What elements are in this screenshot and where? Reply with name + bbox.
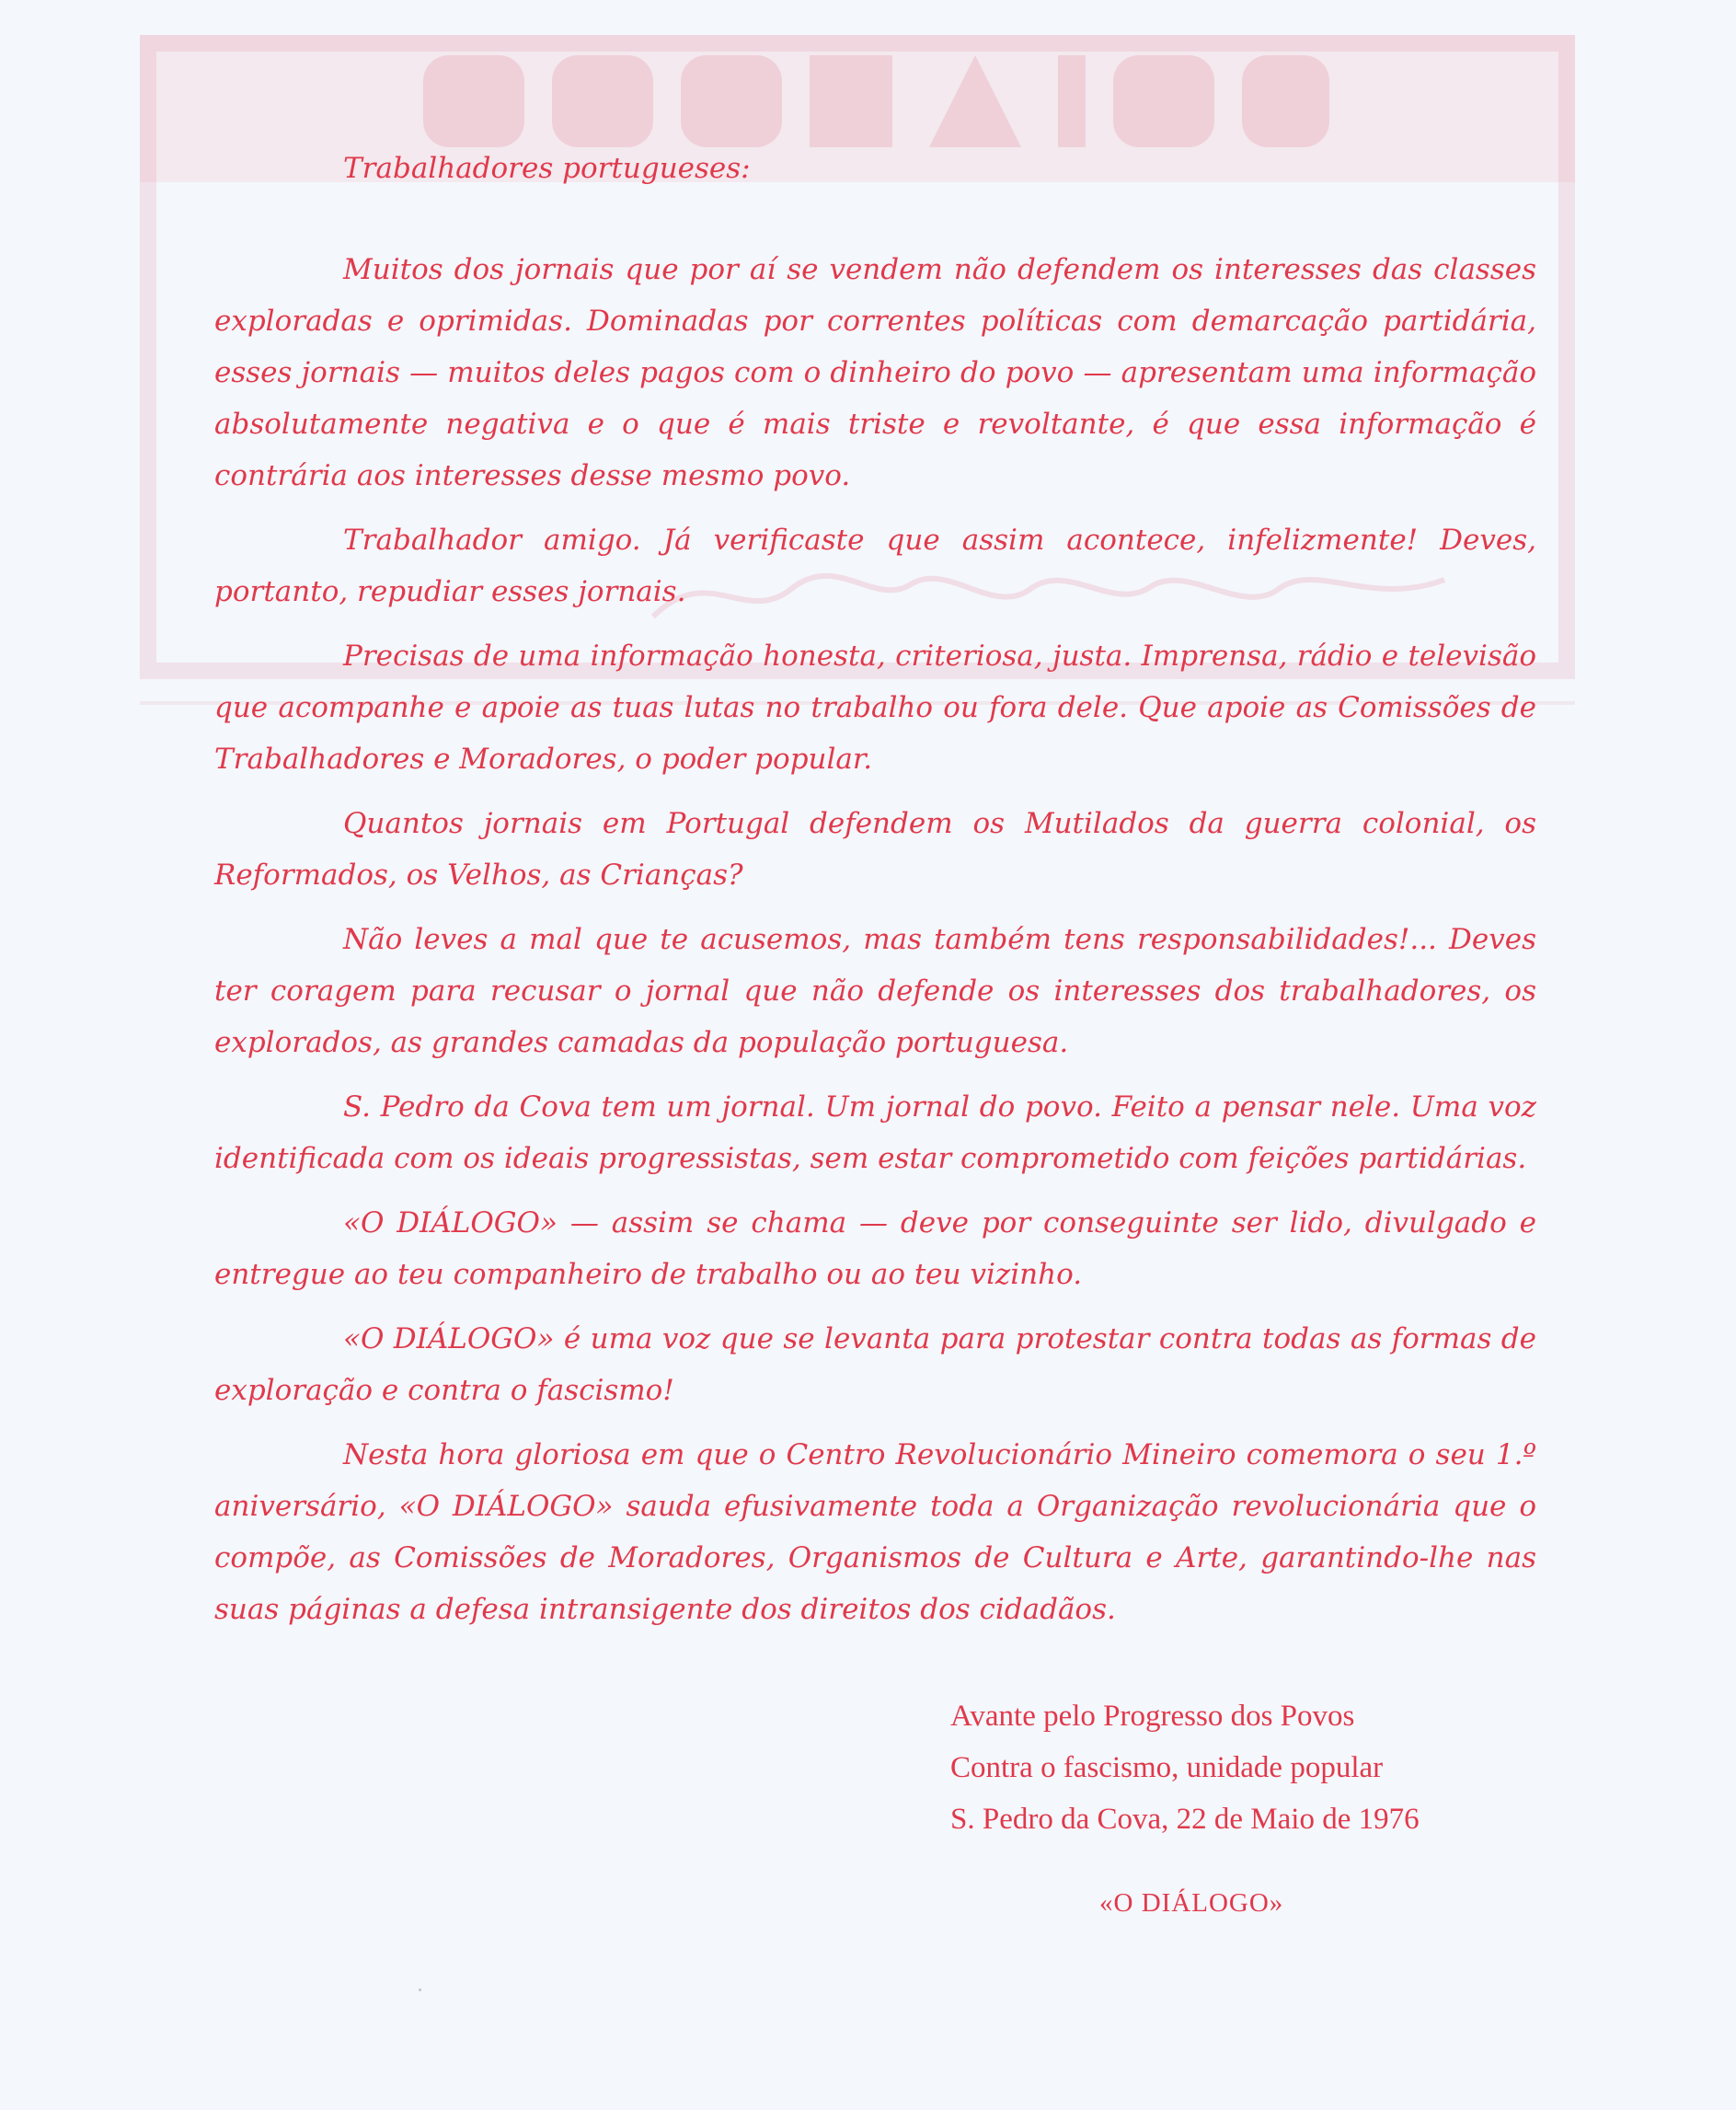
letter-greeting: Trabalhadores portugueses: (343, 152, 751, 185)
paper-speck (419, 1989, 421, 1991)
closing-line-2: Contra o fascismo, unidade popular (950, 1751, 1384, 1784)
letter-signature: «O DIÁLOGO» (1099, 1888, 1284, 1918)
closing-line-1: Avante pelo Progresso dos Povos (950, 1700, 1355, 1733)
paragraph-8: «O DIÁLOGO» é uma voz que se levanta para protestar contra todas as formas de exploração e contra o fascismo! (214, 1322, 1536, 1407)
paragraph-1: Muitos dos jornais que por aí se vendem não defendem os interesses das classes exploradas e oprimidas. Dominadas por correntes políticas com demarcação partidária, esses jornais — muitos deles pagos com o dinheiro do povo — apresentam uma informação absolutamente negativa e o que é mais triste e revoltante, é que essa informação é contrária aos interesses desse mesmo povo. (214, 253, 1536, 492)
paragraph-5: Não leves a mal que te acusemos, mas também tens responsabilidades!... Deves ter coragem para recusar o jornal que não defende os interesses dos trabalhadores, os explorados, as grandes camadas da população portuguesa. (214, 923, 1536, 1059)
paragraph-9: Nesta hora gloriosa em que o Centro Revolucionário Mineiro comemora o seu 1.º aniversário, «O DIÁLOGO» sauda efusivamente toda a Organização revolucionária que o compõe, as Comissões de Moradores, Organismos de Cultura e Arte, garantindo-lhe nas suas páginas a defesa intransigente dos direitos dos cidadãos. (214, 1438, 1536, 1626)
paragraph-7: «O DIÁLOGO» — assim se chama — deve por conseguinte ser lido, divulgado e entregue ao teu companheiro de trabalho ou ao teu vizinho. (214, 1206, 1536, 1291)
paragraph-6: S. Pedro da Cova tem um jornal. Um jornal do povo. Feito a pensar nele. Uma voz identificada com os ideais progressistas, sem estar comprometido com feições partidárias. (214, 1090, 1536, 1175)
paragraph-4: Quantos jornais em Portugal defendem os Mutilados da guerra colonial, os Reformados, os Velhos, as Crianças? (214, 807, 1536, 892)
letter-body (214, 143, 1536, 1648)
paragraph-3: Precisas de uma informação honesta, criteriosa, justa. Imprensa, rádio e televisão que acompanhe e apoie as tuas lutas no trabalho ou fora dele. Que apoie as Comissões de Trabalhadores e Moradores, o poder popular. (214, 640, 1536, 776)
letter-closing (950, 1690, 1420, 1845)
paragraph-2: Trabalhador amigo. Já verificaste que assim acontece, infelizmente! Deves, portanto, repudiar esses jornais. (214, 524, 1536, 608)
closing-place-date: S. Pedro da Cova, 22 de Maio de 1976 (950, 1803, 1420, 1836)
